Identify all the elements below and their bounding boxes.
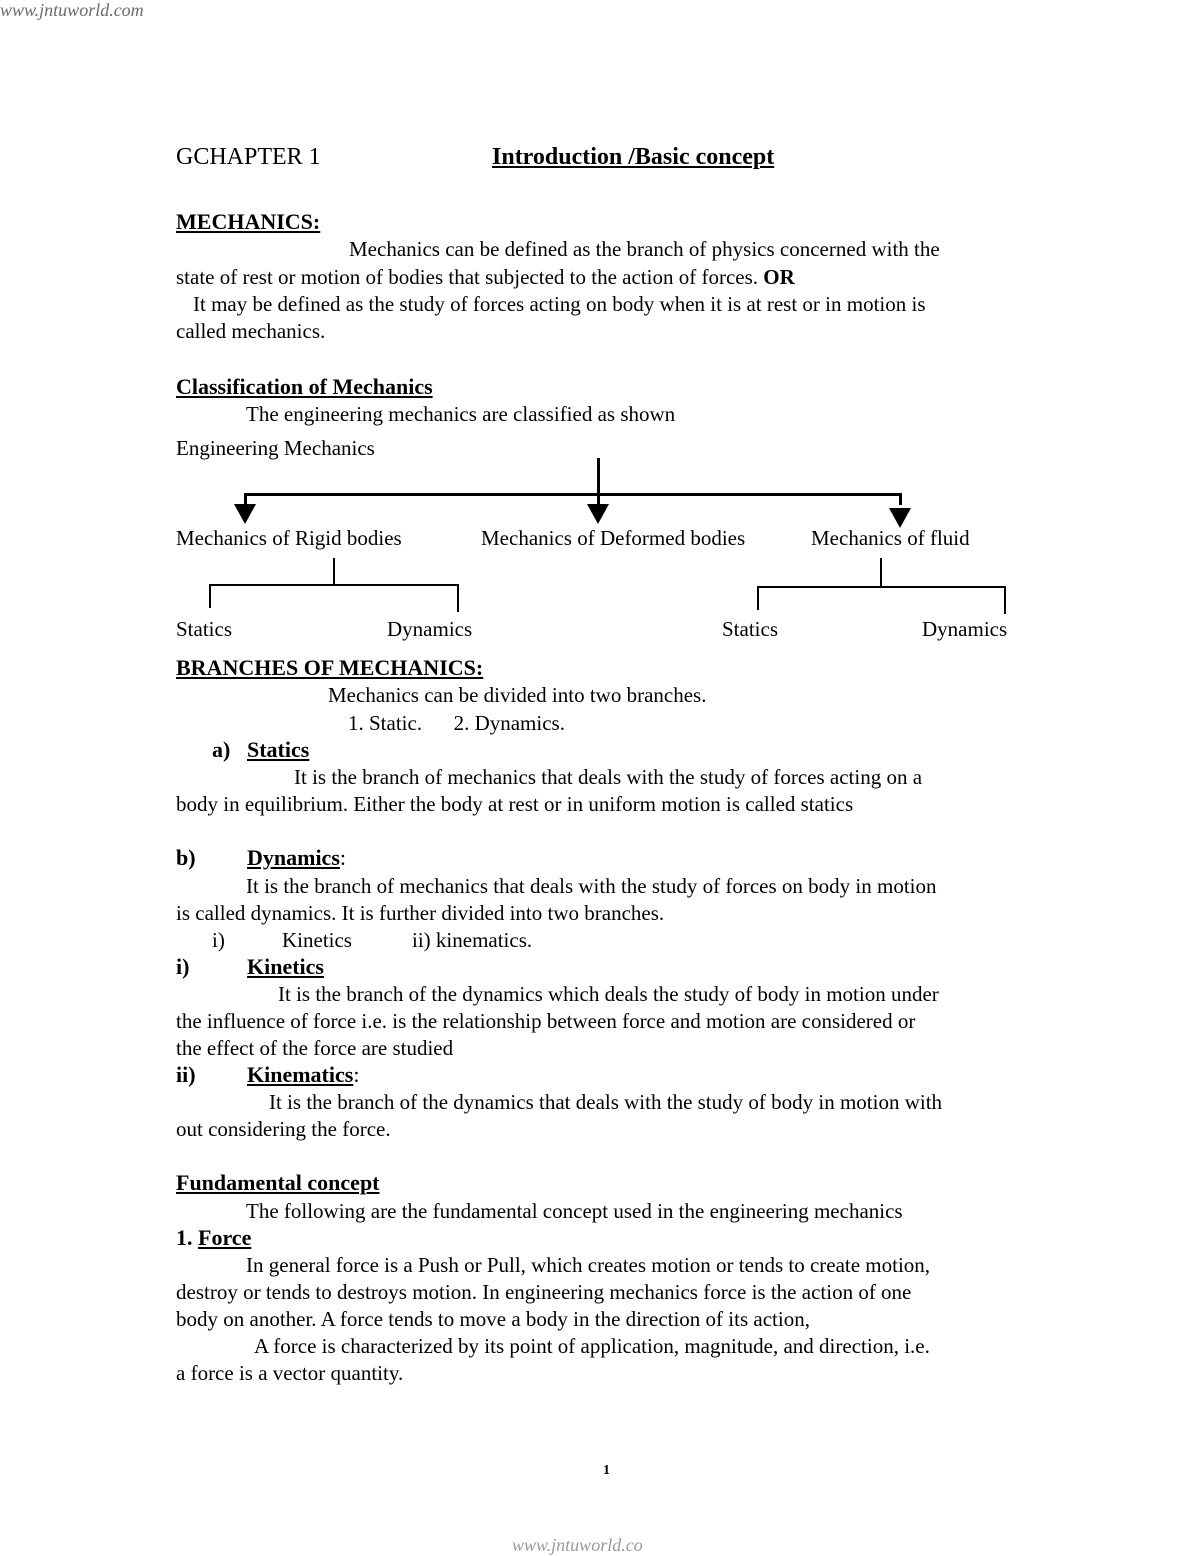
dynamics-marker: b) bbox=[176, 845, 196, 870]
force-line-5: a force is a vector quantity. bbox=[176, 1361, 404, 1385]
root-connector bbox=[597, 458, 600, 498]
statics-line-1: It is the branch of mechanics that deals with the study of forces acting on a bbox=[294, 765, 923, 789]
diagram-deformed-label: Mechanics of Deformed bodies bbox=[481, 526, 746, 550]
kinetics-line-1: It is the branch of the dynamics which deals the study of body in motion under bbox=[278, 982, 939, 1006]
rigid-sub-line bbox=[209, 584, 459, 586]
branches-intro: Mechanics can be divided into two branches. bbox=[328, 683, 707, 707]
kinetics-heading: Kinetics bbox=[247, 954, 324, 979]
dynamics-heading: Dynamics bbox=[247, 845, 340, 870]
sub-kinematics: ii) kinematics. bbox=[412, 928, 533, 952]
kinematics-line-1: It is the branch of the dynamics that deals with the study of body in motion with bbox=[269, 1090, 943, 1114]
kinetics-line-2: the influence of force i.e. is the relationship between force and motion are considered or bbox=[176, 1009, 916, 1033]
fluid-statics-drop bbox=[757, 586, 759, 610]
mechanics-heading: MECHANICS: bbox=[176, 209, 321, 234]
mechanics-line-4: called mechanics. bbox=[176, 319, 326, 343]
rigid-sub-stem bbox=[333, 558, 335, 584]
diagram-rigid-dynamics: Dynamics bbox=[387, 617, 473, 641]
fluid-drop bbox=[899, 493, 902, 505]
deformed-arrow-icon bbox=[587, 504, 609, 524]
classification-heading: Classification of Mechanics bbox=[176, 374, 433, 399]
diagram-fluid-dynamics: Dynamics bbox=[922, 617, 1008, 641]
fluid-sub-stem bbox=[880, 558, 882, 586]
statics-line-2: body in equilibrium. Either the body at rest or in uniform motion is called statics bbox=[176, 792, 854, 816]
kinetics-line-3: the effect of the force are studied bbox=[176, 1036, 454, 1060]
force-heading: Force bbox=[198, 1225, 252, 1250]
fluid-sub-line bbox=[757, 586, 1006, 588]
diagram-rigid-label: Mechanics of Rigid bodies bbox=[176, 526, 402, 550]
or-label: OR bbox=[763, 265, 795, 289]
kinematics-line-2: out considering the force. bbox=[176, 1117, 391, 1141]
force-line-4: A force is characterized by its point of application, magnitude, and direction, i.e. bbox=[254, 1334, 930, 1358]
diagram-fluid-statics: Statics bbox=[722, 617, 778, 641]
force-line-2: destroy or tends to destroys motion. In engineering mechanics force is the action of one bbox=[176, 1280, 912, 1304]
diagram-root-label: Engineering Mechanics bbox=[176, 436, 375, 460]
sub-i-marker: i) bbox=[212, 928, 225, 952]
page-number: 1 bbox=[603, 1463, 610, 1478]
page-title: Introduction /Basic concept bbox=[492, 144, 775, 170]
mechanics-line-1: Mechanics can be defined as the branch of physics concerned with the bbox=[349, 237, 940, 261]
rigid-statics-drop bbox=[209, 584, 211, 608]
kinematics-heading-line: Kinematics: bbox=[247, 1062, 360, 1087]
force-line-1: In general force is a Push or Pull, which creates motion or tends to create motion, bbox=[246, 1253, 931, 1277]
statics-marker: a) bbox=[212, 737, 231, 762]
mechanics-line-3: It may be defined as the study of forces acting on body when it is at rest or in motion is bbox=[193, 292, 926, 316]
diagram-rigid-statics: Statics bbox=[176, 617, 232, 641]
rigid-dynamics-drop bbox=[457, 584, 459, 612]
rigid-arrow-icon bbox=[234, 504, 256, 524]
dynamics-heading-line: Dynamics: bbox=[247, 845, 347, 870]
dynamics-line-2: is called dynamics. It is further divided into two branches. bbox=[176, 901, 665, 925]
fundamental-intro: The following are the fundamental concept used in the engineering mechanics bbox=[246, 1199, 903, 1223]
force-line-3: body on another. A force tends to move a body in the direction of its action, bbox=[176, 1307, 810, 1331]
chapter-label: GCHAPTER 1 bbox=[176, 144, 321, 170]
mechanics-line-2: state of rest or motion of bodies that subjected to the action of forces. OR bbox=[176, 265, 795, 289]
kinetics-marker: i) bbox=[176, 954, 190, 979]
kinematics-heading: Kinematics bbox=[247, 1062, 354, 1087]
main-branch-line bbox=[244, 493, 902, 496]
classification-intro: The engineering mechanics are classified as shown bbox=[246, 402, 676, 426]
watermark-bottom: www.jntuworld.co bbox=[512, 1535, 643, 1555]
diagram-fluid-label: Mechanics of fluid bbox=[811, 526, 970, 550]
watermark-top: www.jntuworld.com bbox=[0, 0, 144, 20]
dynamics-line-1: It is the branch of mechanics that deals with the study of forces on body in motion bbox=[246, 874, 937, 898]
fluid-dynamics-drop bbox=[1004, 586, 1006, 614]
statics-heading: Statics bbox=[247, 737, 310, 762]
kinematics-marker: ii) bbox=[176, 1062, 196, 1087]
sub-kinetics: Kinetics bbox=[282, 928, 352, 952]
force-heading-line: 1. Force bbox=[176, 1225, 252, 1250]
fundamental-heading: Fundamental concept bbox=[176, 1170, 380, 1195]
branches-heading: BRANCHES OF MECHANICS: bbox=[176, 655, 484, 680]
branches-list: 1. Static. 2. Dynamics. bbox=[348, 711, 565, 735]
